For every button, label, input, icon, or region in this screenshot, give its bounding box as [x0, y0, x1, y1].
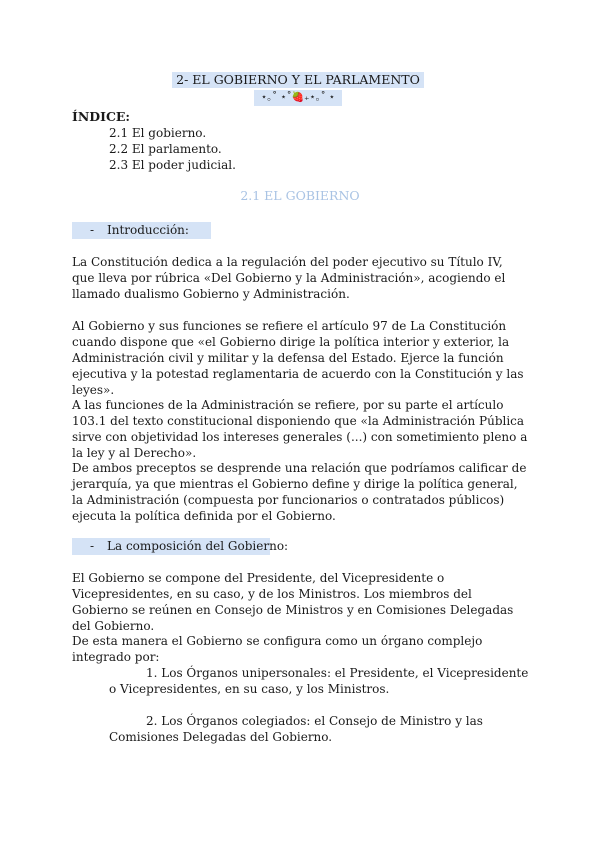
bullet-introduccion [72, 222, 211, 239]
bullet-label: Introducción: [107, 223, 189, 237]
title-decoration: ⋆｡˚ ⋆˚🍓₊⋆｡˚ ⋆ [254, 90, 342, 106]
toc-item: 2.1 El gobierno. [109, 126, 207, 140]
paragraph: A las funciones de la Administración se refiere, por su parte el artículo 103.1 del texto constitucional disponiendo que «la Administración Pública sirve con objetividad los intereses generales (...) con sometimiento pleno a la ley y al Derecho». [72, 398, 528, 460]
toc-item: 2.3 El poder judicial. [109, 158, 236, 172]
paragraph: De ambos preceptos se desprende una relación que podríamos calificar de jerarquía, ya que mientras el Gobierno define y dirige la política general, la Administración (compuesta por funcionarios o contratados públicos) ejecuta la política definida por el Gobierno. [72, 461, 527, 523]
paragraph: El Gobierno se compone del Presidente, del Vicepresidente o Vicepresidentes, en su caso, y de los Ministros. Los miembros del Gobierno se reúnen en Consejo de Ministros y en Comisiones Delegadas del Gobierno. [72, 571, 514, 633]
paragraph: De esta manera el Gobierno se configura como un órgano complejo integrado por: [72, 634, 483, 664]
section-heading: 2.1 EL GOBIERNO [240, 188, 360, 203]
paragraph: La Constitución dedica a la regulación del poder ejecutivo su Título IV, que lleva por rúbrica «Del Gobierno y la Administración», acogiendo el llamado dualismo Gobierno y Administración. [72, 255, 506, 301]
bullet-composicion [72, 538, 289, 555]
bullet-dash: - [90, 223, 95, 237]
bullet-dash: - [90, 539, 95, 553]
list-item: 1. Los Órganos unipersonales: el Presidente, el Vicepresidente o Vicepresidentes, en su caso, y los Ministros. [109, 666, 529, 696]
index-heading: ÍNDICE: [72, 109, 131, 124]
document-title: 2- EL GOBIERNO Y EL PARLAMENTO [172, 72, 424, 88]
toc-item: 2.2 El parlamento. [109, 142, 222, 156]
bullet-label: La composición del Gobierno: [107, 539, 289, 553]
paragraph: Al Gobierno y sus funciones se refiere el artículo 97 de La Constitución cuando dispone que «el Gobierno dirige la política interior y exterior, la Administración civil y militar y la defensa del Estado. Ejerce la función ejecutiva y la potestad reglamentaria de acuerdo con la Constitución y las leyes». [72, 319, 524, 397]
list-item: 2. Los Órganos colegiados: el Consejo de Ministro y las Comisiones Delegadas del Gobierno. [109, 714, 483, 744]
